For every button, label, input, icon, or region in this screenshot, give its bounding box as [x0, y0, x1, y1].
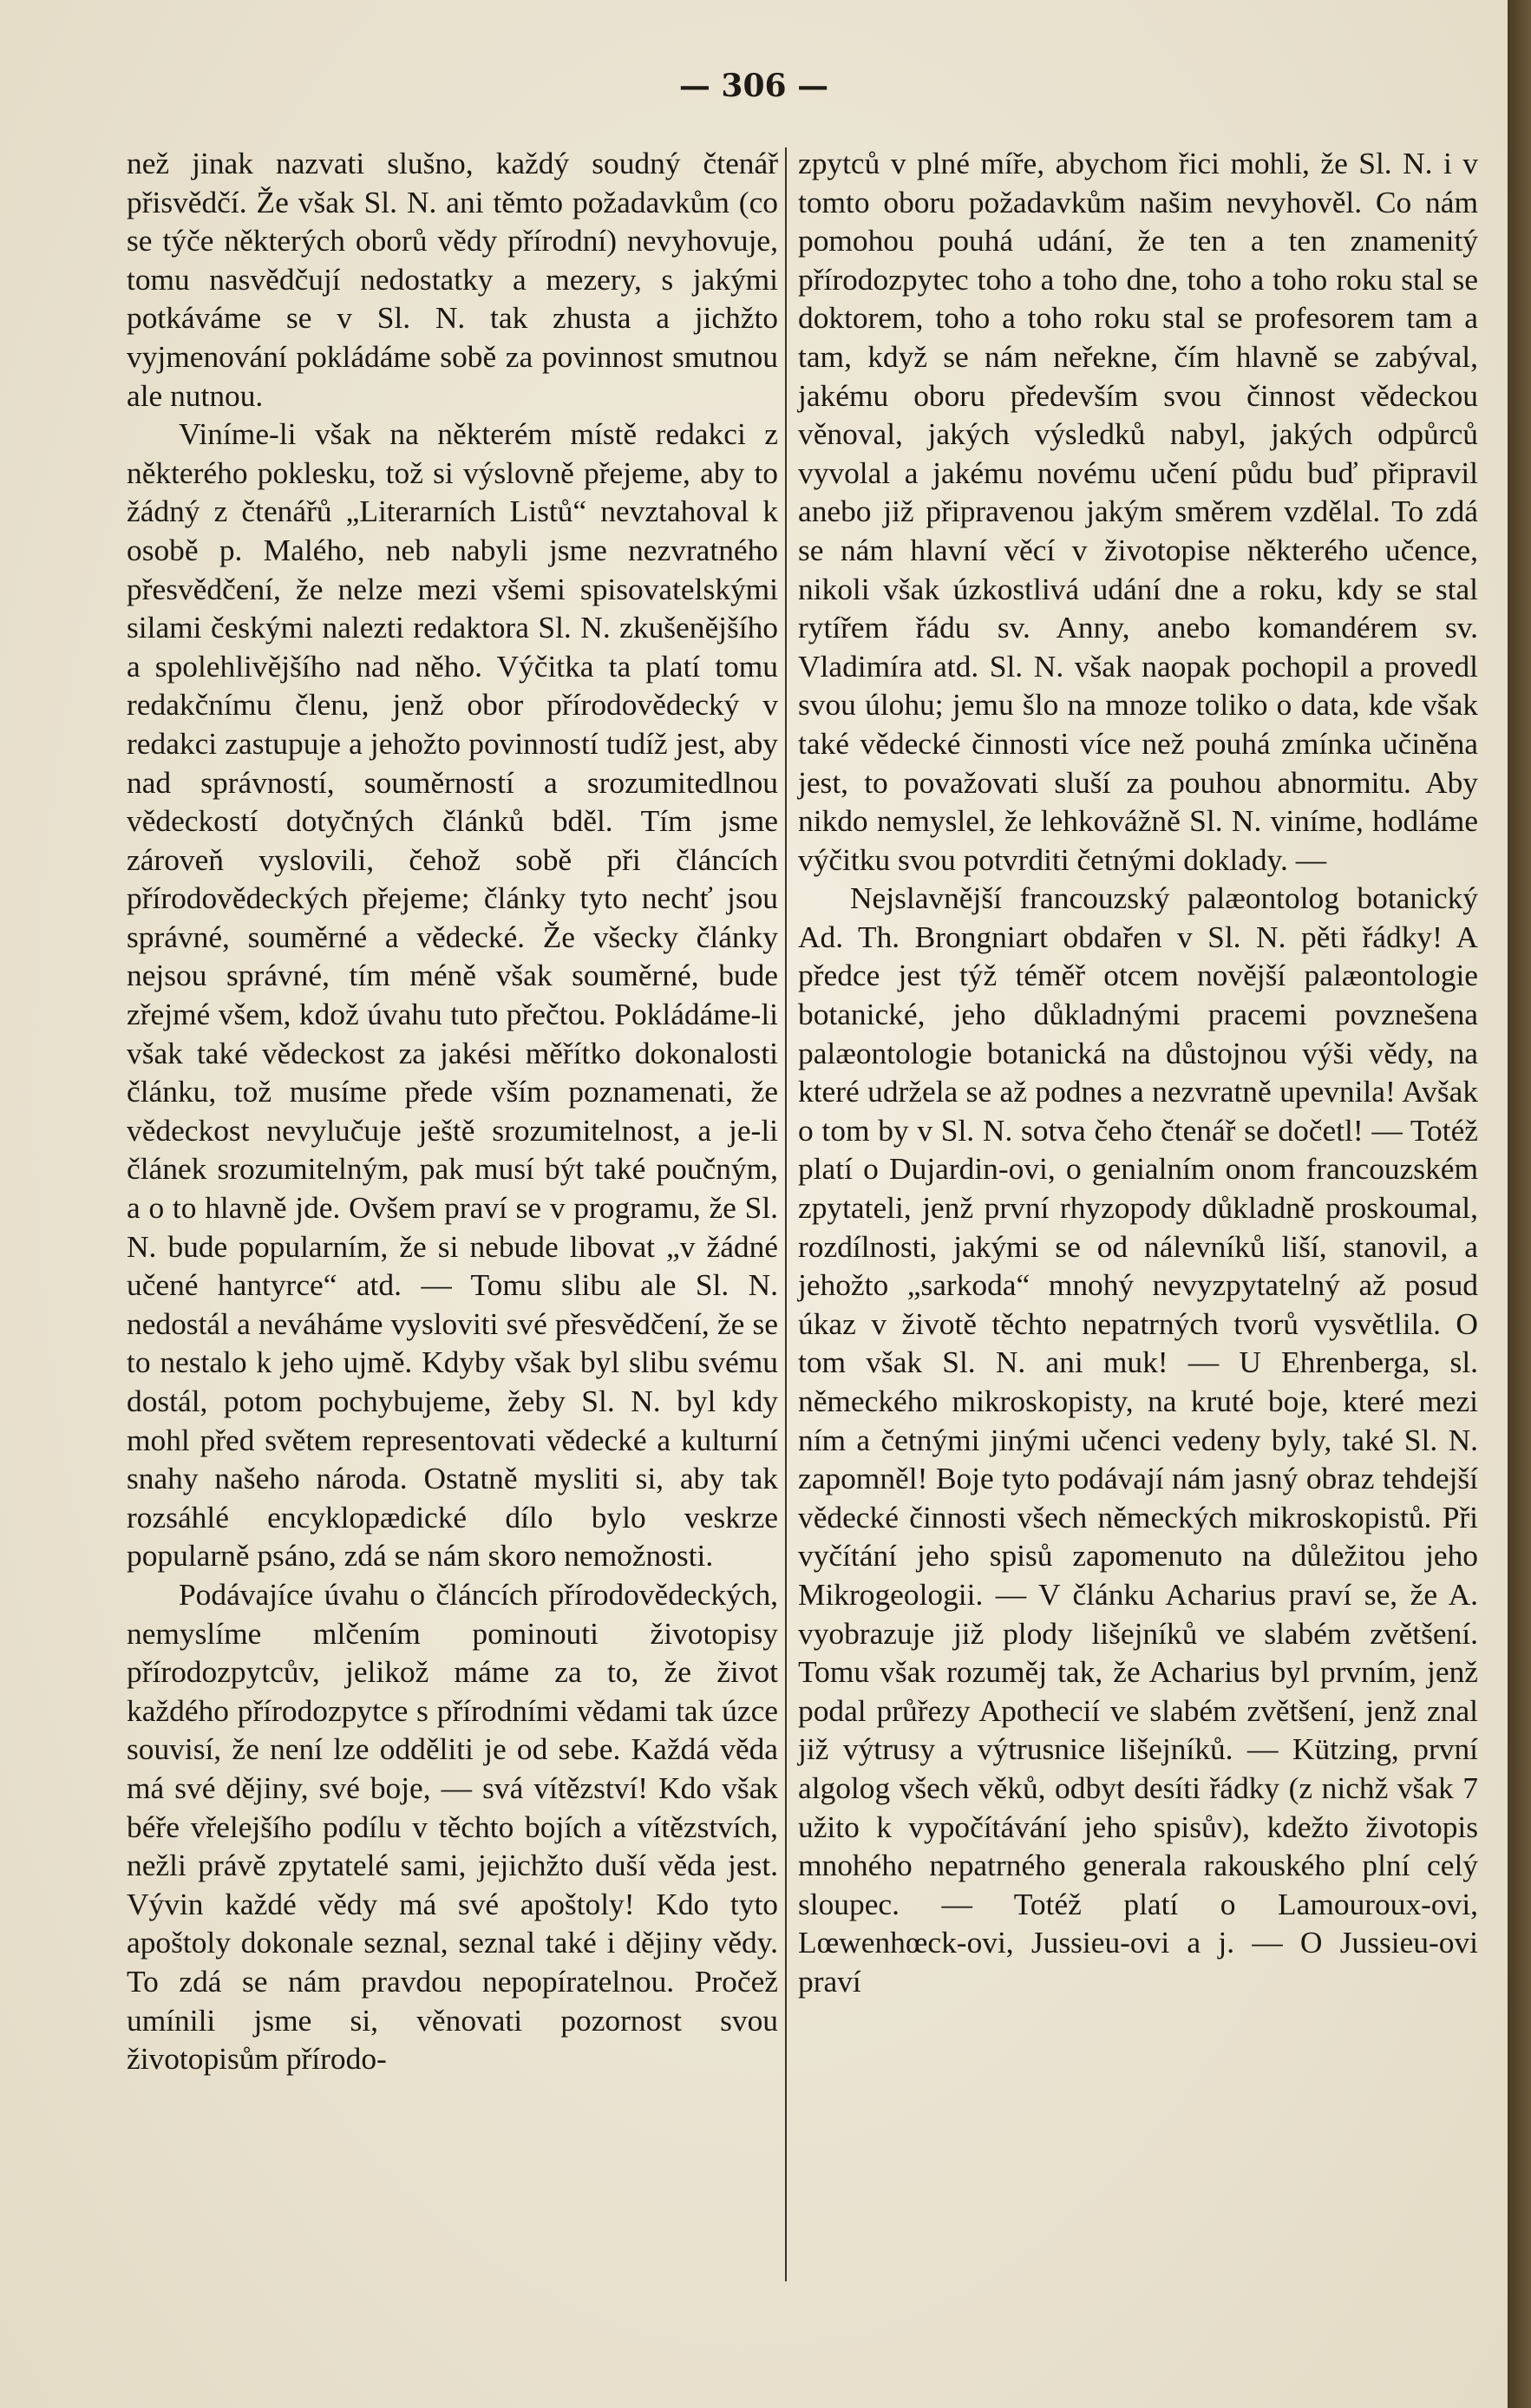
left-paragraph-3: Podávajíce úvahu o článcích přírodovědeckých, nemyslíme mlčením pominouti životopisy přírodozpytcův, jelikož máme za to, že život každého přírodozpytce s přírodními vědami tak úzce souvisí, že není lze odděliti je od sebe. Každá věda má své dějiny, své boje, — svá vítězství! Kdo však béře vřelejšího podílu v těchto bojích a vítězstvích, nežli právě zpytatelé sami, jejichžto duší věda jest. Vývin každé vědy má své apoštoly! Kdo tyto apoštoly dokonale seznal, seznal také i dějiny vědy. To zdá se nám pravdou nepopíratelnou. Pročež umínili jsme si, věnovati pozornost svou životopisům přírodo- [127, 1576, 778, 2077]
column-divider [785, 147, 787, 2281]
page-number: — 306 — [678, 68, 829, 104]
right-column [798, 144, 1478, 2365]
book-edge [1508, 0, 1531, 2408]
right-paragraph-2: Nejslavnější francouzský palæontolog botanický Ad. Th. Brongniart obdařen v Sl. N. pěti řádky! A předce jest týž téměř otcem novější palæontologie botanické, jeho důkladnými pracemi povznešena palæontologie botanická na důstojnou výši vědy, na které udržela se až podnes a nezvratně upevnila! Avšak o tom by v Sl. N. sotva čeho čtenář se dočetl! — Totéž platí o Dujardin-ovi, o genialním onom francouzském zpytateli, jenž první rhyzopody důkladně proskoumal, rozdílnosti, jakými se od nálevníků liší, stanovil, a jehožto „sarkoda“ mnohý nevyzpytatelný až posud úkaz v životě těchto nepatrných tvorů vysvětlila. O tom však Sl. N. ani muk! — U Ehrenberga, sl. německého mikroskopisty, na kruté boje, které mezi ním a četnými jinými učenci vedeny byly, také Sl. N. zapomněl! Boje tyto podávají nám jasný obraz tehdejší vědecké činnosti všech německých mikroskopistů. Při vyčítání jeho spisů zapomenuto na důležitou jeho Mikrogeologii. — V článku Acharius praví se, že A. vyobrazuje již plody lišejníků ve slabém zvětšení. Tomu však rozuměj tak, že Acharius byl prvním, jenž podal průřezy Apothecií ve slabém zvětšení, jenž znal již výtrusy a výtrusnice lišejníků. — Kützing, první algolog všech věků, odbyt desíti řádky (z nichž však 7 užito k vypočítávání jeho spisův), kdežto životopis mnohého nepatrného generala rakouského plní celý sloupec. — Totéž platí o Lamouroux-ovi, Lœwenhœck-ovi, Jussieu-ovi a j. — O Jussieu-ovi praví [798, 880, 1478, 1999]
left-paragraph-2: Viníme-li však na některém místě redakci z některého poklesku, tož si výslovně přejeme, aby to žádný z čtenářů „Literarních Listů“ nevztahoval k osobě p. Malého, neb nabyli jsme nezvratného přesvědčení, že nelze mezi všemi spisovatelskými silami českými nalezti redaktora Sl. N. zkušenějšího a spolehlivějšího nad něho. Výčitka ta platí tomu redakčnímu členu, jenž obor přírodovědecký v redakci zastupuje a jehožto povinností tudíž jest, aby nad správností, souměrností a srozumitedlnou vědeckostí dotyčných článků bděl. Tím jsme zároveň vyslovili, čehož sobě při článcích přírodovědeckých přejeme; články tyto nechť jsou správné, souměrné a vědecké. Že všecky články nejsou správné, tím méně však souměrné, bude zřejmé všem, kdož úvahu tuto přečtou. Pokládáme-li však také vědeckost za jakési měřítko dokonalosti článku, tož musíme přede vším poznamenati, že vědeckost nevylučuje ještě srozumitelnost, a je-li článek srozumitelným, pak musí být také poučným, a o to hlavně jde. Ovšem praví se v programu, že Sl. N. bude popularním, že si nebude libovat „v žádné učené hantyrce“ atd. — Tomu slibu ale Sl. N. nedostál a neváháme vysloviti své přesvědčení, že se to nestalo k jeho ujmě. Kdyby však byl slibu svému dostál, potom pochybujeme, žeby Sl. N. byl kdy mohl před světem representovati vědecké a kulturní snahy našeho národa. Ostatně mysliti si, aby tak rozsáhlé encyklopædické dílo bylo veskrze popularně psáno, zdá se nám skoro nemožnosti. [127, 416, 778, 1574]
left-paragraph-1: než jinak nazvati slušno, každý soudný čtenář přisvědčí. Že však Sl. N. ani těmto požadavkům (co se týče některých oborů vědy přírodní) nevyhovuje, tomu nasvědčují nedostatky a mezery, s jakými potkáváme se v Sl. N. tak zhusta a jichžto vyjmenování pokládáme sobě za povinnost smutnou ale nutnou. [127, 146, 778, 413]
right-paragraph-1: zpytců v plné míře, abychom řici mohli, že Sl. N. i v tomto oboru požadavkům našim nevyhověl. Co nám pomohou pouhá udání, že ten a ten znamenitý přírodozpytec toho a toho dne, toho a toho roku stal se doktorem, toho a toho roku stal se profesorem tam a tam, když se nám neřekne, čím hlavně se zabýval, jakému oboru především svou činnost vědeckou věnoval, jakých výsledků nabyl, jakých odpůrců vyvolal a jakému novému učení půdu buď připravil anebo již připravenou jakým směrem vzdělal. To zdá se nám hlavní věcí v životopise některého učence, nikoli však úzkostlivá udání dne a roku, kdy se stal rytířem řádu sv. Anny, anebo komandérem sv. Vladimíra atd. Sl. N. však naopak pochopil a provedl svou úlohu; jemu šlo na mnoze toliko o data, kde však také vědecké činnosti více než pouhá zmínka učiněna jest, to považovati sluší za pouhou abnormitu. Aby nikdo nemyslel, že lehkovážně Sl. N. viníme, hodláme výčitku svou potvrditi četnými doklady. — [798, 146, 1478, 877]
left-column [127, 144, 778, 2365]
